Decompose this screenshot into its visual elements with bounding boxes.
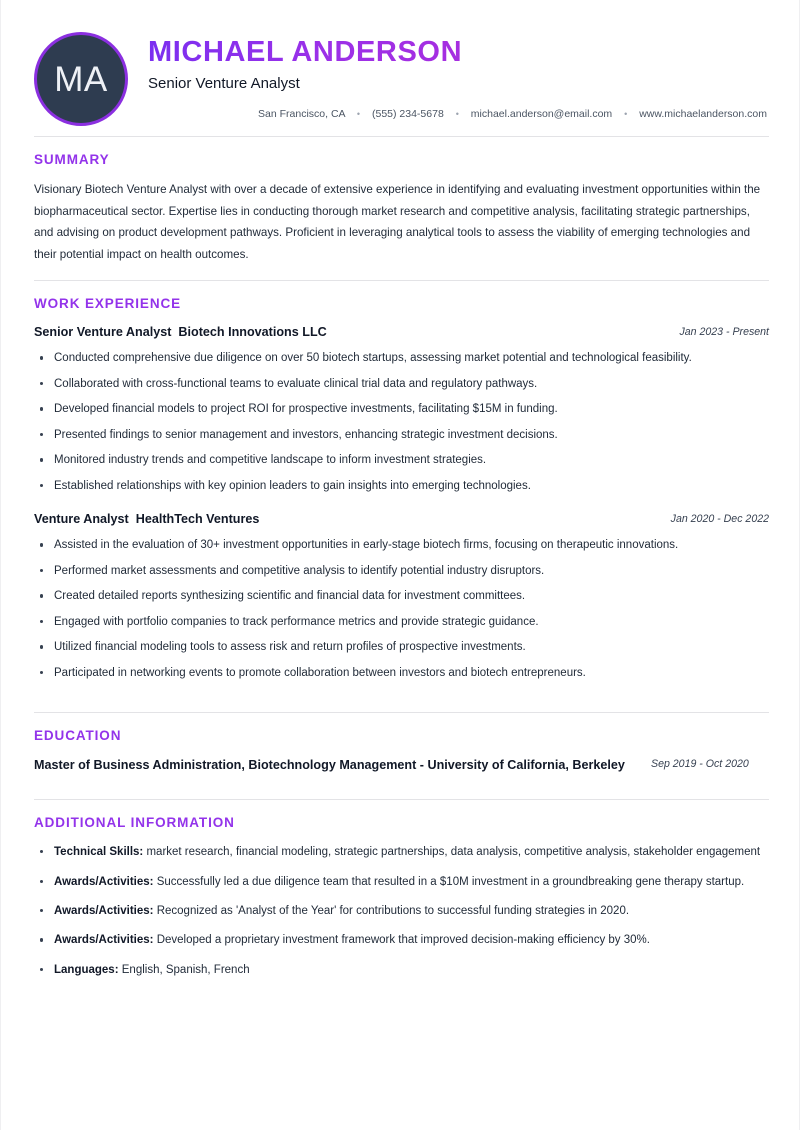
section-title-additional-information: ADDITIONAL INFORMATION [34, 814, 235, 830]
experience-dates: Jan 2020 - Dec 2022 [670, 513, 769, 526]
bullet-item: Assisted in the evaluation of 30+ investment opportunities in early-stage biotech firms, focusing on therapeutic innovations. [34, 535, 769, 555]
bullet-item: Utilized financial modeling tools to assess risk and return profiles of prospective investments. [34, 637, 769, 657]
avatar-initials: MA [54, 59, 108, 99]
info-label: Technical Skills: [54, 846, 144, 859]
info-value: market research, financial modeling, strategic partnerships, data analysis, competitive analysis, stakeholder engagement [146, 846, 761, 859]
experience-bullet-list [34, 535, 769, 683]
contact-website[interactable]: www.michaelanderson.com [639, 108, 767, 121]
list-item [34, 960, 769, 980]
section-work-experience [34, 281, 769, 712]
experience-job-title: Senior Venture Analyst [34, 325, 172, 340]
bullet-item: Collaborated with cross-functional teams to evaluate clinical trial data and regulatory pathways. [34, 374, 769, 394]
education-dates: Sep 2019 - Oct 2020 [651, 758, 749, 771]
education-entry [34, 755, 769, 776]
bullet-item: Presented findings to senior management and investors, enhancing strategic investment decisions. [34, 425, 769, 445]
experience-bullet-list [34, 348, 769, 496]
bullet-item: Participated in networking events to promote collaboration between investors and biotech entrepreneurs. [34, 663, 769, 683]
experience-heading [34, 323, 648, 341]
section-additional-information [34, 800, 769, 996]
bullet-item: Monitored industry trends and competitive landscape to inform investment strategies. [34, 450, 769, 470]
header-text-block [128, 26, 769, 122]
experience-company: Biotech Innovations LLC [178, 325, 327, 340]
contact-separator-icon: • [455, 109, 459, 120]
resume-header [34, 26, 769, 136]
contact-phone[interactable]: (555) 234-5678 [371, 108, 444, 121]
contact-separator-icon: • [624, 109, 628, 120]
list-item [34, 901, 769, 921]
additional-info-list [34, 842, 769, 980]
header-job-title: Senior Venture Analyst [148, 75, 300, 93]
info-value: Recognized as 'Analyst of the Year' for contributions to successful funding strategies in 2020. [156, 904, 630, 917]
education-degree: Master of Business Administration, Biotechnology Management - University of California, Berkeley [34, 758, 625, 773]
list-item [34, 842, 769, 862]
info-label: Awards/Activities: [54, 875, 154, 888]
page-title: MICHAEL ANDERSON [148, 36, 463, 68]
info-value: English, Spanish, French [121, 963, 250, 976]
contact-email[interactable]: michael.anderson@email.com [470, 108, 613, 121]
info-value: Developed a proprietary investment framework that improved decision-making efficiency by 30%. [156, 934, 650, 947]
bullet-item: Performed market assessments and competitive analysis to identify potential industry disruptors. [34, 561, 769, 581]
info-value: Successfully led a due diligence team that resulted in a $10M investment in a groundbreaking gene therapy startup. [156, 875, 745, 888]
experience-company: HealthTech Ventures [135, 512, 260, 527]
section-title-work-experience: WORK EXPERIENCE [34, 295, 182, 311]
experience-entry [34, 323, 769, 496]
section-summary [34, 137, 769, 280]
avatar [34, 32, 128, 126]
bullet-item: Engaged with portfolio companies to track performance metrics and provide strategic guidance. [34, 612, 769, 632]
experience-heading [34, 510, 648, 528]
bullet-item: Conducted comprehensive due diligence on over 50 biotech startups, assessing market potential and technological feasibility. [34, 348, 769, 368]
bullet-item: Developed financial models to project ROI for prospective investments, facilitating $15M in funding. [34, 399, 769, 419]
info-label: Awards/Activities: [54, 934, 154, 947]
experience-dates: Jan 2023 - Present [679, 326, 769, 339]
info-label: Awards/Activities: [54, 904, 154, 917]
section-title-education: EDUCATION [34, 728, 122, 744]
experience-job-title: Venture Analyst [34, 512, 129, 527]
section-education [34, 713, 769, 799]
info-label: Languages: [54, 963, 119, 976]
section-title-summary: SUMMARY [34, 152, 110, 167]
experience-entry [34, 510, 769, 683]
contact-line [148, 107, 769, 122]
bullet-item: Established relationships with key opinion leaders to gain insights into emerging technologies. [34, 476, 769, 496]
contact-separator-icon: • [356, 109, 361, 120]
education-entry-head [34, 755, 769, 776]
list-item [34, 872, 769, 892]
contact-location: San Francisco, CA [258, 108, 345, 121]
experience-entry-head [34, 323, 769, 341]
experience-entry-head [34, 510, 769, 528]
list-item [34, 930, 769, 950]
summary-text: Visionary Biotech Venture Analyst with over a decade of extensive experience in identifying and evaluating investment opportunities within the biopharmaceutical sector. Expertise lies in conducting thorough market research and competitive analysis, facilitating strategic partnerships, and advising on product development pathways. Proficient in leveraging analytical tools to assess the viability of emerging technologies and their potential impact on health outcomes. [34, 183, 761, 261]
bullet-item: Created detailed reports synthesizing scientific and financial data for investment committees. [34, 586, 769, 606]
